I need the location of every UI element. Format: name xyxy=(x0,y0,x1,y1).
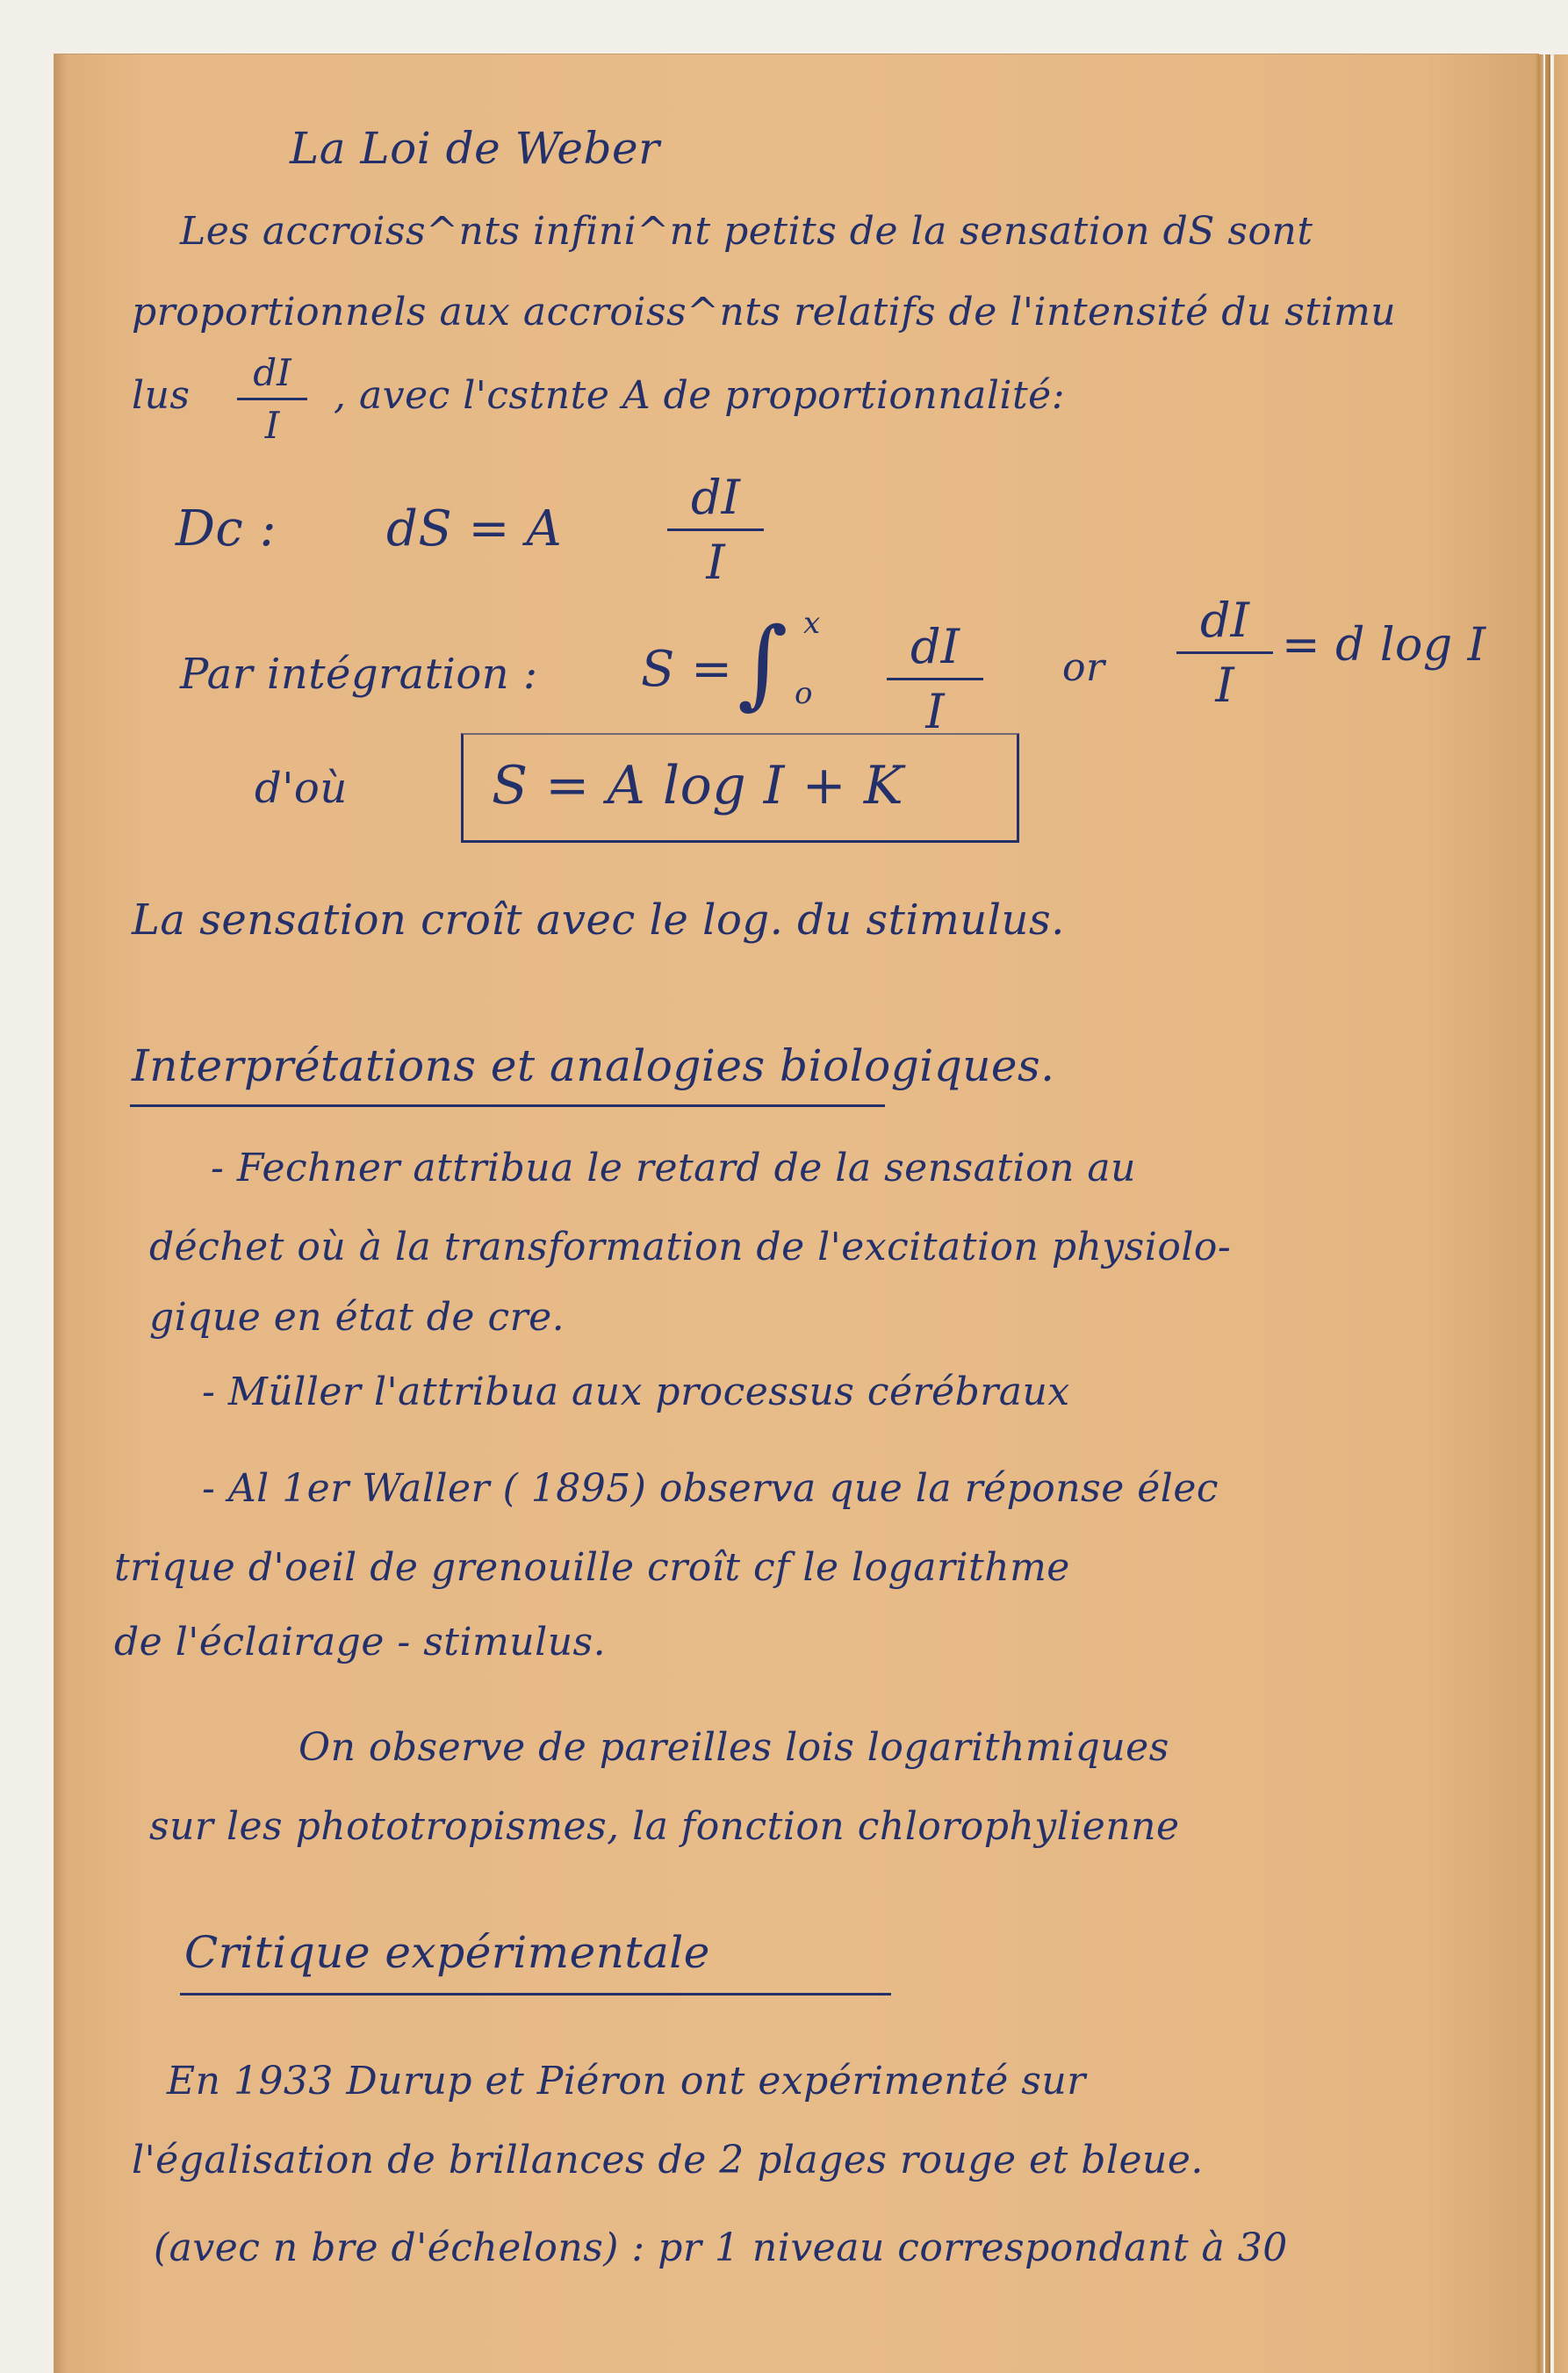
fraction-denominator: I xyxy=(1215,658,1234,713)
integral-upper-bound: x xyxy=(803,606,821,641)
page-edge xyxy=(1545,54,1550,2373)
text-line: - Müller l'attribua aux processus cérébraux xyxy=(202,1370,1070,1414)
conjunction-or: or xyxy=(1062,645,1105,690)
page-edge xyxy=(1554,54,1568,2373)
fraction-denominator: I xyxy=(925,684,945,739)
text-line: de l'éclairage - stimulus. xyxy=(114,1620,607,1665)
text-line: - Al 1er Waller ( 1895) observa que la réponse élec xyxy=(202,1466,1219,1511)
fraction-bar xyxy=(1176,651,1273,654)
section-heading: Critique expérimentale xyxy=(184,1927,710,1978)
fraction-bar xyxy=(237,398,307,400)
fraction-numerator: dI xyxy=(910,619,960,674)
formula-lhs: dS = A xyxy=(386,500,563,557)
text-line: , avec l'cstnte A de proportionnalité: xyxy=(334,373,1066,418)
text-line: lus xyxy=(132,373,191,418)
text-line: trique d'oeil de grenouille croît cf le logarithme xyxy=(114,1545,1070,1590)
text-line: En 1933 Durup et Piéron ont expérimenté sur xyxy=(167,2059,1086,2103)
boxed-formula-text: S = A log I + K xyxy=(492,755,904,816)
formula-fraction xyxy=(667,470,764,590)
text-line: - Fechner attribua le retard de la sensation au xyxy=(211,1146,1136,1190)
text-line: On observe de pareilles lois logarithmiques xyxy=(298,1725,1169,1770)
fraction-dI-over-I xyxy=(237,351,307,447)
fraction-numerator: dI xyxy=(253,351,291,394)
second-fraction xyxy=(1176,593,1273,713)
text-line: Les accroiss^nts infini^nt petits de la sensation dS sont xyxy=(180,209,1313,254)
integration-fraction xyxy=(887,619,983,739)
section-heading: Interprétations et analogies biologiques. xyxy=(132,1040,1055,1091)
page-edge xyxy=(1538,54,1543,2373)
log-identity: = d log I xyxy=(1282,619,1486,672)
text-line: sur les phototropismes, la fonction chlorophylienne xyxy=(149,1804,1180,1849)
integral-icon: ∫ xyxy=(737,607,788,719)
page-title: La Loi de Weber xyxy=(290,123,660,174)
integral-lower-bound: o xyxy=(795,676,813,711)
text-line: gique en état de cre. xyxy=(149,1295,565,1340)
conclusion-text: La sensation croît avec le log. du stimulus. xyxy=(132,895,1065,945)
integration-lhs: S = xyxy=(641,641,733,698)
fraction-bar xyxy=(887,678,983,680)
heading-underline xyxy=(180,1993,891,1995)
text-line: (avec n bre d'échelons) : pr 1 niveau correspondant à 30 xyxy=(154,2226,1288,2270)
result-prefix: d'où xyxy=(255,764,348,813)
text-line: l'égalisation de brillances de 2 plages rouge et bleue. xyxy=(132,2138,1204,2182)
formula-prefix: Dc : xyxy=(176,500,277,557)
heading-underline xyxy=(130,1104,885,1107)
fraction-numerator: dI xyxy=(691,470,740,525)
fraction-bar xyxy=(667,529,764,531)
text-line: proportionnels aux accroiss^nts relatifs de l'intensité du stimu xyxy=(132,290,1397,334)
fraction-numerator: dI xyxy=(1200,593,1249,648)
integration-label: Par intégration : xyxy=(180,650,538,699)
fraction-denominator: I xyxy=(706,535,725,590)
text-line: déchet où à la transformation de l'excitation physiolo- xyxy=(149,1225,1232,1269)
page-fold-shadow xyxy=(54,54,67,2373)
fraction-denominator: I xyxy=(264,404,280,447)
